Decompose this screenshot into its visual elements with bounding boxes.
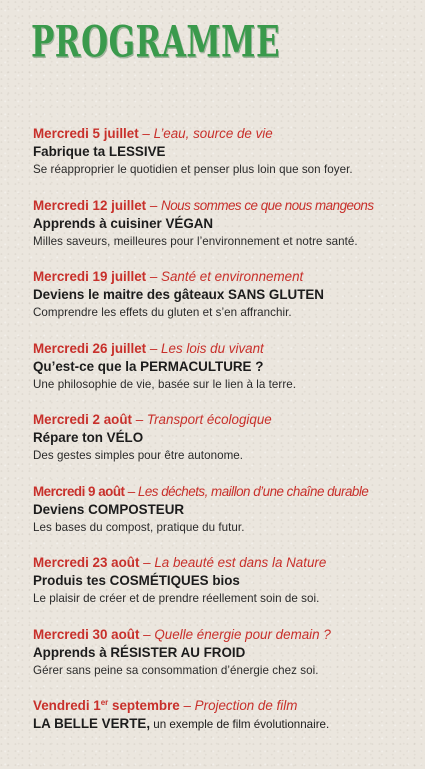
event-description: Le plaisir de créer et de prendre réellement soin de soi.	[33, 592, 320, 605]
event-date-line	[33, 483, 413, 501]
event-item	[33, 268, 413, 340]
event-date: Mercredi 2 août	[33, 412, 132, 427]
event-date: Mercredi 30 août	[33, 626, 140, 642]
event-date-line	[33, 626, 413, 644]
event-theme: Quelle énergie pour demain ?	[154, 626, 331, 642]
event-date-line	[33, 554, 413, 572]
event-title: Deviens le maitre des gâteaux SANS GLUTEN	[33, 287, 324, 302]
event-separator: –	[149, 340, 158, 356]
event-theme: Les lois du vivant	[161, 340, 264, 356]
event-separator: –	[183, 698, 191, 713]
event-item	[33, 483, 413, 555]
film-title: LA BELLE VERTE,	[33, 716, 151, 731]
event-separator: –	[149, 197, 158, 213]
event-title: Apprends à RÉSISTER AU FROID	[33, 644, 246, 660]
event-description: Des gestes simples pour être autonome.	[33, 449, 244, 462]
page-title: PROGRAMME	[31, 17, 281, 68]
event-date-line	[33, 340, 413, 358]
event-title: Répare ton VÉLO	[33, 430, 144, 445]
event-title: Produis tes COSMÉTIQUES bios	[33, 573, 240, 588]
event-date-ordinal: er	[100, 698, 109, 707]
event-title	[33, 715, 413, 734]
film-description: un exemple de film évolutionnaire.	[150, 718, 330, 731]
event-item	[33, 125, 413, 197]
event-separator: –	[142, 126, 150, 141]
event-item	[33, 197, 413, 269]
event-separator: –	[143, 626, 151, 642]
event-date-line	[33, 197, 413, 215]
event-title: Deviens COMPOSTEUR	[33, 501, 185, 517]
event-item	[33, 626, 413, 698]
event-theme: L’eau, source de vie	[153, 126, 273, 141]
event-title: Apprends à cuisiner VÉGAN	[33, 215, 214, 231]
event-date	[33, 698, 180, 713]
event-date-line	[33, 697, 413, 715]
event-separator: –	[143, 555, 151, 570]
event-item	[33, 340, 413, 412]
event-description: Milles saveurs, meilleures pour l’environnement et notre santé.	[33, 234, 358, 248]
event-separator: –	[149, 269, 158, 284]
event-description: Comprendre les effets du gluten et s’en affranchir.	[33, 306, 292, 319]
event-date: Mercredi 26 juillet	[33, 340, 147, 356]
event-date-line	[33, 125, 413, 143]
event-date: Mercredi 23 août	[33, 555, 140, 570]
event-theme: Nous sommes ce que nous mangeons	[161, 197, 374, 213]
event-item	[33, 411, 413, 483]
event-title: Fabrique ta LESSIVE	[33, 144, 166, 159]
event-description: Gérer sans peine sa consommation d’énergie chez soi.	[33, 663, 319, 677]
event-theme: Santé et environnement	[161, 269, 304, 284]
event-theme: Projection de film	[194, 698, 298, 713]
event-date-line	[33, 411, 413, 429]
event-description: Une philosophie de vie, basée sur le lien à la terre.	[33, 377, 297, 391]
event-date-prefix: Vendredi 1	[33, 698, 101, 713]
event-date: Mercredi 9 août	[33, 483, 125, 499]
event-theme: Transport écologique	[146, 412, 272, 427]
event-description: Se réapproprier le quotidien et penser plus loin que son foyer.	[33, 163, 353, 176]
event-item-film	[33, 697, 413, 769]
event-theme: Les déchets, maillon d’une chaîne durable	[137, 483, 369, 499]
event-theme: La beauté est dans la Nature	[154, 555, 327, 570]
event-date: Mercredi 12 juillet	[33, 197, 147, 213]
event-date-line	[33, 268, 413, 286]
event-list	[33, 125, 413, 769]
event-separator: –	[127, 483, 135, 499]
event-description: Les bases du compost, pratique du futur.	[33, 520, 245, 534]
event-separator: –	[135, 412, 144, 427]
event-title: Qu’est-ce que la PERMACULTURE ?	[33, 358, 264, 374]
event-item	[33, 554, 413, 626]
event-date: Mercredi 5 juillet	[33, 126, 139, 141]
event-date: Mercredi 19 juillet	[33, 269, 147, 284]
event-date-month: septembre	[108, 698, 180, 713]
